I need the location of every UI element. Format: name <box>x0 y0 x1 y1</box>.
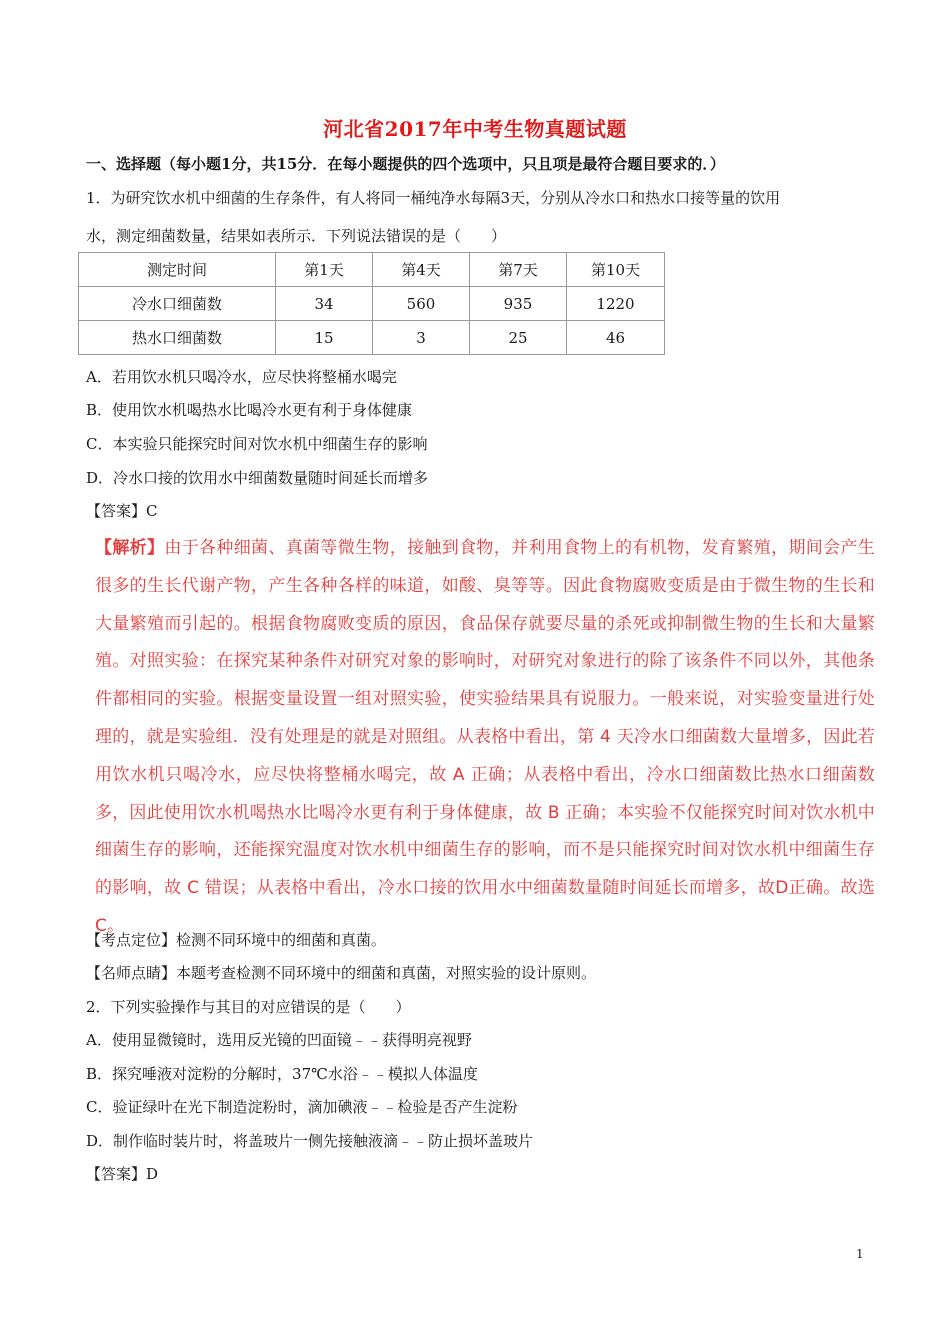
q2-option-d: D．制作临时装片时，将盖玻片一侧先接触液滴﹣﹣防止损坏盖玻片 <box>86 1132 534 1150</box>
bacteria-count-table <box>78 252 665 355</box>
q2-option-b: B．探究唾液对淀粉的分解时，37℃水浴﹣﹣模拟人体温度 <box>86 1065 478 1083</box>
table-cell: 34 <box>276 287 373 321</box>
q1-option-b: B．使用饮水机喝热水比喝冷水更有利于身体健康 <box>86 401 413 419</box>
table-cell: 25 <box>470 321 567 355</box>
q2-option-a: A．使用显微镜时，选用反光镜的凹面镜﹣﹣获得明亮视野 <box>86 1031 472 1049</box>
q1-option-c: C．本实验只能探究时间对饮水机中细菌生存的影响 <box>86 435 428 453</box>
table-header-cell: 第7天 <box>470 253 567 287</box>
page-title: 河北省2017年中考生物真题试题 <box>323 117 627 141</box>
q2-option-c: C．验证绿叶在光下制造淀粉时，滴加碘液﹣﹣检验是否产生淀粉 <box>86 1098 518 1116</box>
q2-answer: 【答案】D <box>86 1165 159 1183</box>
analysis-text: 由于各种细菌、真菌等微生物，接触到食物，并利用食物上的有机物，发育繁殖，期间会产生很多的生长代谢产物，产生各种各样的味道，如酸、臭等等。因此食物腐败变质是由于微生物的生长和大量繁殖而引起的。根据食物腐败变质的原因，食品保存就要尽量的杀死或抑制微生物的生长和大量繁殖。对照实验：在探究某种条件对研究对象的影响时，对研究对象进行的除了该条件不同以外，其他条件都相同的实验。根据变量设置一组对照实验，使实验结果具有说服力。一般来说，对实验变量进行处理的，就是实验组．没有处理是的就是对照组。从表格中看出，第 4 天冷水口细菌数大量增多，因此若用饮水机只喝冷水，应尽快将整桶水喝完，故 A 正确；从表格中看出，冷水口细菌数比热水口细菌数多，因此使用饮水机喝热水比喝冷水更有利于身体健康，故 B 正确；本实验不仅能探究时间对饮水机中细菌生存的影响，还能探究温度对饮水机中细菌生存的影响，而不是只能探究时间对饮水机中细菌生存的影响，故 C 错误；从表格中看出，冷水口接的饮用水中细菌数量随时间延长而增多，故D正确。故选C。 <box>95 538 875 936</box>
table-header-cell: 第1天 <box>276 253 373 287</box>
table-cell: 热水口细菌数 <box>79 321 276 355</box>
table-cell: 560 <box>373 287 470 321</box>
q1-mingshi: 【名师点睛】本题考查检测不同环境中的细菌和真菌，对照实验的设计原则。 <box>86 964 597 982</box>
table-cell: 935 <box>470 287 567 321</box>
q1-stem-line1: 1．为研究饮水机中细菌的生存条件，有人将同一桶纯净水每隔3天，分别从冷水口和热水口接等量的饮用 <box>86 189 781 207</box>
page-number: 1 <box>856 1247 864 1261</box>
table-header-row <box>79 253 665 287</box>
table-header-cell: 测定时间 <box>79 253 276 287</box>
table-row <box>79 321 665 355</box>
section-header: 一、选择题（每小题1分，共15分．在每小题提供的四个选项中，只且项是最符合题目要求的．） <box>86 155 725 173</box>
q2-stem: 2．下列实验操作与其目的对应错误的是（ ） <box>86 998 411 1016</box>
q1-option-d: D．冷水口接的饮用水中细菌数量随时间延长而增多 <box>86 469 429 487</box>
q1-analysis <box>95 530 875 946</box>
q1-option-a: A．若用饮水机只喝冷水，应尽快将整桶水喝完 <box>86 368 397 386</box>
table-header-cell: 第10天 <box>567 253 665 287</box>
table-cell: 3 <box>373 321 470 355</box>
table-cell: 冷水口细菌数 <box>79 287 276 321</box>
table-header-cell: 第4天 <box>373 253 470 287</box>
q1-kaodian: 【考点定位】检测不同环境中的细菌和真菌。 <box>86 931 387 949</box>
q1-answer: 【答案】C <box>86 502 158 520</box>
table-cell: 1220 <box>567 287 665 321</box>
table-row <box>79 287 665 321</box>
analysis-label: 【解析】 <box>95 538 165 558</box>
table-cell: 46 <box>567 321 665 355</box>
table-cell: 15 <box>276 321 373 355</box>
q1-stem-line2: 水，测定细菌数量，结果如表所示．下列说法错误的是（ ） <box>86 227 507 245</box>
